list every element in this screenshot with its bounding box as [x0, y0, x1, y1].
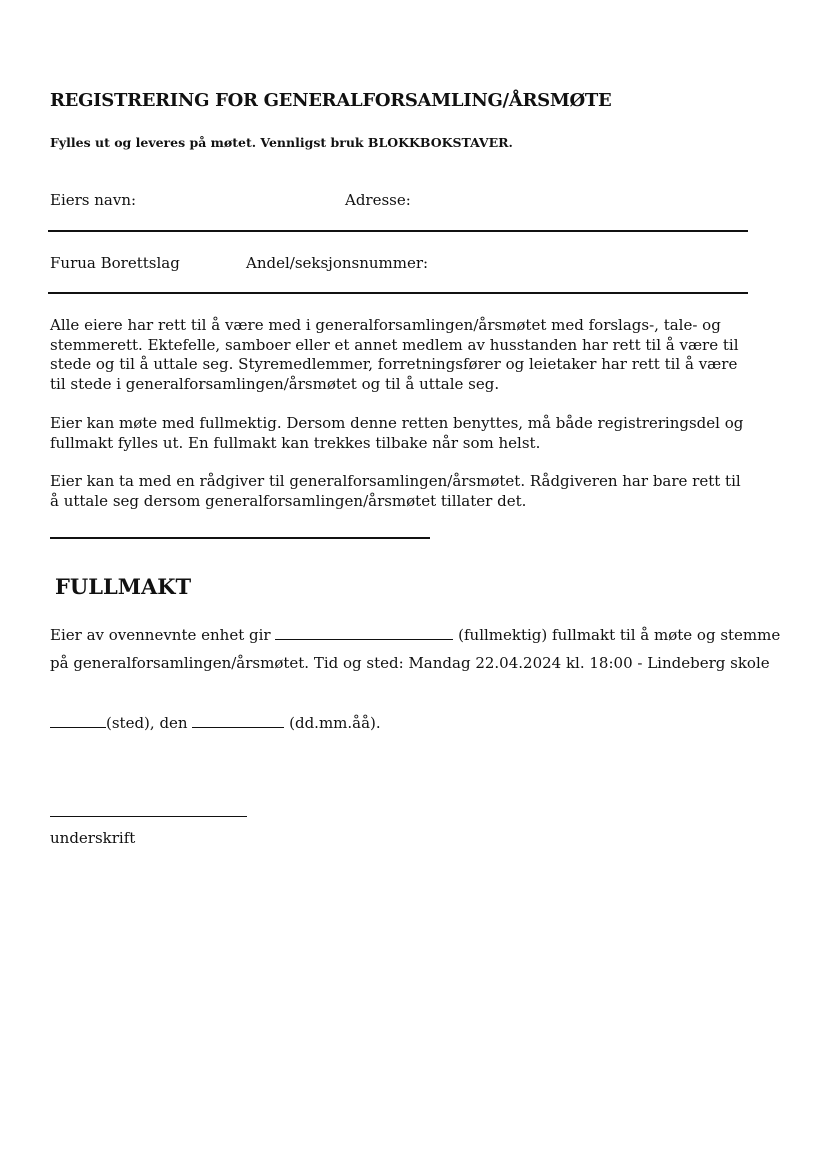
unit-number-label: Andel/seksjonsnummer:: [246, 254, 429, 272]
unit-number-line: [48, 292, 748, 294]
address-label: Adresse:: [345, 191, 411, 209]
date-field[interactable]: [192, 713, 284, 728]
owner-name-label: Eiers navn:: [50, 191, 137, 209]
meeting-time-place: på generalforsamlingen/årsmøtet. Tid og sted: Mandag 22.04.2024 kl. 18:00 - Lindeberg skole: [50, 654, 770, 672]
proxy-info-paragraph: Eier kan møte med fullmektig. Dersom denne retten benyttes, må både registreringsdel og fullmakt fylles ut. En fullmakt kan trekkes tilbake når som helst.: [50, 414, 744, 452]
date-format-hint: (dd.mm.åå).: [284, 714, 381, 732]
owner-address-line: [48, 230, 748, 232]
place-field[interactable]: [50, 713, 106, 728]
proxy-grant-line: [50, 625, 780, 644]
housing-coop-name: Furua Borettslag: [50, 254, 180, 272]
signature-label: underskrift: [50, 829, 136, 847]
place-suffix: (sted), den: [106, 714, 193, 732]
advisor-info-paragraph: Eier kan ta med en rådgiver til generalforsamlingen/årsmøtet. Rådgiveren har bare rett til å uttale seg dersom generalforsamlingen/årsmøtet tillater det.: [50, 472, 741, 510]
form-title: REGISTRERING FOR GENERALFORSAMLING/ÅRSMØTE: [50, 90, 612, 111]
proxy-grant-text-end: (fullmektig) fullmakt til å møte og stemme: [453, 626, 781, 644]
form-instructions: Fylles ut og leveres på møtet. Vennligst bruk BLOKKBOKSTAVER.: [50, 135, 513, 150]
rights-paragraph: Alle eiere har rett til å være med i generalforsamlingen/årsmøtet med forslags-, tale- og stemmerett. Ektefelle, samboer eller et annet medlem av husstanden har rett til å være til stede og til å uttale seg. Styremedlemmer, forretningsfører og leietaker har rett til å være til stede i generalforsamlingen/årsmøtet og til å uttale seg.: [50, 316, 739, 393]
proxy-name-field[interactable]: [275, 625, 453, 640]
proxy-grant-text-start: Eier av ovennevnte enhet gir: [50, 626, 276, 644]
section-divider: [50, 537, 430, 539]
place-date-line: [50, 713, 381, 732]
signature-field[interactable]: [50, 816, 247, 817]
proxy-heading: FULLMAKT: [55, 574, 192, 599]
